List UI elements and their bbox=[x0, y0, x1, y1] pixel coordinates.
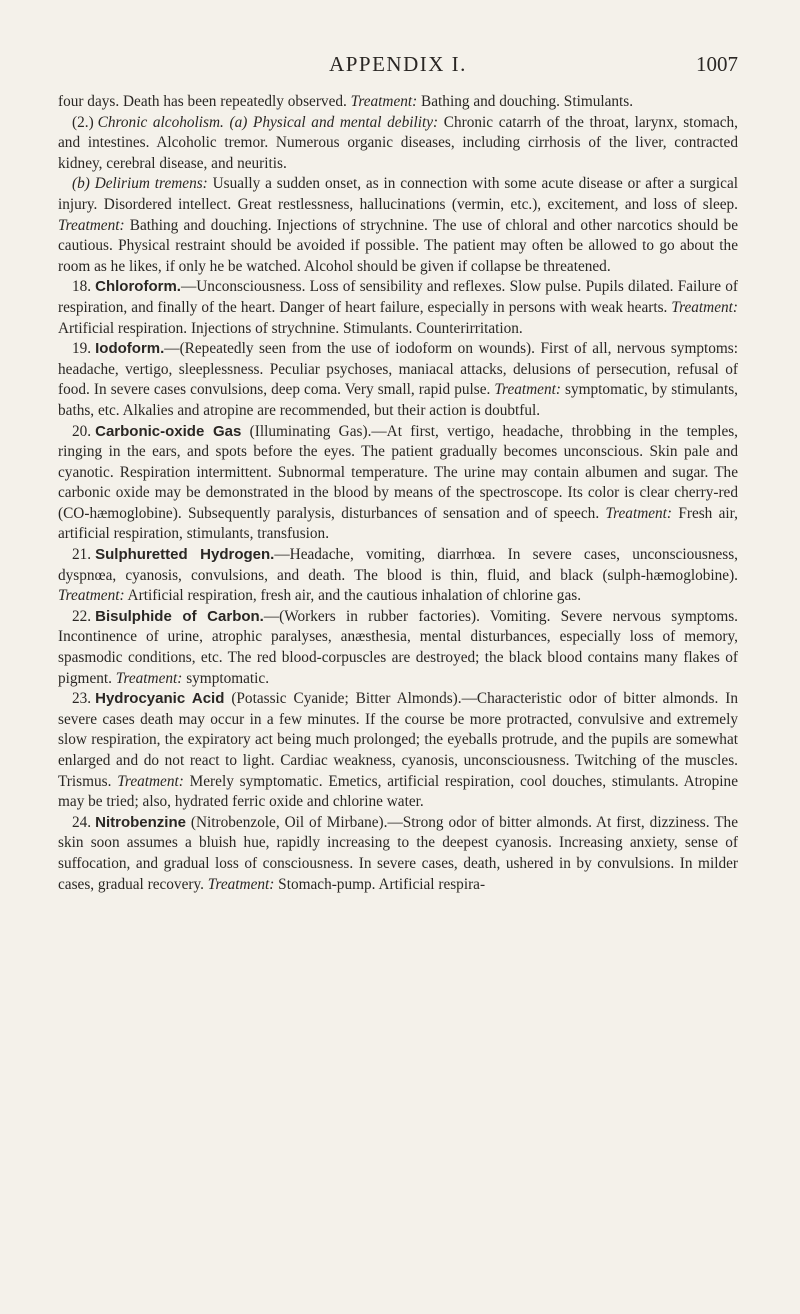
paragraph-text: (Potassic Cyanide; Bitter Almonds).—Characteristic odor of bitter almonds. In severe cases death may occur in a few minutes. If the course be more protracted, convulsive and extremely slow respiration, the expiratory act being much prolonged; the eyeballs protrude, and the pupils are somewhat enlarged and do not react to light. Cardiac weakness, cyanosis, unconsciousness. Twitching of the muscles. Trismus. bbox=[58, 690, 738, 790]
entry-title: Hydrocyanic Acid bbox=[95, 690, 225, 708]
treatment-label: Treatment: bbox=[58, 587, 125, 605]
paragraph-text: Fresh air, artificial respiration, stimulants, transfusion. bbox=[58, 504, 738, 543]
entry-title: Carbonic-oxide Gas bbox=[95, 422, 242, 440]
entry-hydrocyanic-acid bbox=[58, 689, 738, 813]
paragraph-text: —Headache, vomiting, diarrhœa. In severe cases, unconsciousness, dyspnœa, cyanosis, convulsions, and death. The blood is thin, fluid, and black (sulph-hæmoglobine). bbox=[58, 546, 738, 584]
entry-nitrobenzine bbox=[58, 813, 738, 895]
entry-number: (2.) bbox=[72, 113, 94, 131]
treatment-label: Treatment: bbox=[207, 875, 275, 893]
body-text bbox=[58, 92, 738, 895]
entry-title: Bisulphide of Carbon. bbox=[95, 607, 264, 625]
entry-delirium-tremens bbox=[58, 174, 738, 277]
entry-chloroform bbox=[58, 277, 738, 339]
entry-number: 18. bbox=[72, 278, 92, 296]
treatment-label: Treatment: bbox=[494, 381, 561, 399]
paragraph-text: Stomach-pump. Artificial respira- bbox=[274, 875, 486, 893]
paragraph-text: Usually a sudden onset, as in connection with some acute disease or after a surgical injury. Disordered intellect. Great restlessness, hallucinations (vermin, etc.), excitement, and loss of sleep. bbox=[58, 175, 738, 213]
subsection-label: (b) Delirium tremens: bbox=[72, 175, 208, 193]
treatment-label: Treatment: bbox=[117, 772, 184, 790]
entry-bisulphide-of-carbon bbox=[58, 607, 738, 689]
entry-number: 21. bbox=[72, 546, 92, 564]
paragraph-text: (Nitrobenzole, Oil of Mirbane).—Strong odor of bitter almonds. At first, dizziness. The skin soon assumes a bluish hue, rapidly increasing to the deepest cyanosis. Increasing anxiety, sense of suffocation, and gradual loss of consciousness. In severe cases, death, ushered in by convulsions. In milder cases, gradual recovery. bbox=[58, 813, 738, 893]
entry-iodoform bbox=[58, 339, 738, 421]
entry-title: Iodoform. bbox=[95, 340, 165, 358]
paragraph-text: —Unconsciousness. Loss of sensibility and reflexes. Slow pulse. Pupils dilated. Failure of respiration, and finally of the heart. Danger of heart failure, especially in persons with weak hearts. bbox=[58, 278, 738, 316]
paragraph-text: (Illuminating Gas).—At first, vertigo, headache, throbbing in the temples, ringing in the ears, and spots before the eyes. The patient gradually becomes unconscious. Skin pale and cyanotic. Respiration intermittent. Subnormal temperature. The urine may contain albumen and sugar. The carbonic oxide may be demonstrated in the blood by means of the spectroscope. Its color is clear cherry-red (CO-hæmoglobine). Subsequently paralysis, disturbances of sensation and of speech. bbox=[58, 422, 739, 522]
treatment-label: Treatment: bbox=[605, 504, 673, 522]
entry-title: Chloroform. bbox=[95, 278, 181, 296]
treatment-label: Treatment: bbox=[350, 93, 418, 110]
entry-number: 20. bbox=[72, 422, 92, 440]
page-number: 1007 bbox=[696, 52, 738, 76]
treatment-label: Treatment: bbox=[58, 216, 125, 234]
entry-number: 22. bbox=[72, 607, 92, 625]
treatment-label: Treatment: bbox=[671, 298, 738, 316]
page-header bbox=[58, 52, 738, 92]
paragraph-text: Merely symptomatic. Emetics, artificial respiration, cool douches, stimulants. Atropine may be tried; also, hydrated ferric oxide and chlorine water. bbox=[58, 772, 738, 811]
paragraph-continuation bbox=[58, 92, 738, 113]
entry-chronic-alcoholism bbox=[58, 113, 738, 175]
entry-number: 23. bbox=[72, 690, 92, 708]
entry-number: 19. bbox=[72, 340, 92, 358]
subsection-label: (a) Physical and mental debility: bbox=[229, 113, 439, 131]
paragraph-text: Bathing and douching. Injections of strychnine. The use of chloral and other narcotics should be cautious. Physical restraint should be avoided if possible. The patient may often be allowed to go about the room as he likes, if only he be watched. Alcohol should be given if collapse be threatened. bbox=[58, 216, 738, 275]
paragraph-text: four days. Death has been repeatedly observed. bbox=[58, 93, 351, 110]
entry-carbonic-oxide-gas bbox=[58, 422, 738, 546]
paragraph-text: Artificial respiration, fresh air, and the cautious inhalation of chlorine gas. bbox=[124, 587, 582, 605]
paragraph-text: —(Workers in rubber factories). Vomiting. Severe nervous symptoms. Incontinence of urine, atrophic paralyses, anæsthesia, mental disturbances, especially loss of memory, spasmodic conditions, etc. The red blood-corpuscles are destroyed; the black blood contains many flakes of pigment. bbox=[58, 607, 738, 687]
paragraph-text: symptomatic, by stimulants, baths, etc. Alkalies and atropine are recommended, but their action is doubtful. bbox=[58, 381, 738, 419]
paragraph-text: Chronic catarrh of the throat, larynx, stomach, and intestines. Alcoholic tremor. Numerous organic diseases, including cirrhosis of the liver, contracted kidney, cerebral disease, and neuritis. bbox=[58, 113, 738, 172]
paragraph-text: Bathing and douching. Stimulants. bbox=[417, 93, 634, 110]
entry-title: Chronic alcoholism. bbox=[97, 113, 224, 131]
entry-number: 24. bbox=[72, 813, 92, 831]
entry-title: Nitrobenzine bbox=[95, 813, 186, 831]
paragraph-text: symptomatic. bbox=[182, 669, 270, 687]
entry-title: Sulphuretted Hydrogen. bbox=[95, 546, 275, 564]
paragraph-text: —(Repeatedly seen from the use of iodoform on wounds). First of all, nervous symptoms: headache, vertigo, sleeplessness. Peculiar psychoses, maniacal attacks, delusions of persecution, refusal of food. In severe cases convulsions, deep coma. Very small, rapid pulse. bbox=[58, 340, 738, 399]
treatment-label: Treatment: bbox=[115, 669, 183, 687]
paragraph-text: Artificial respiration. Injections of strychnine. Stimulants. Counterirritation. bbox=[58, 319, 523, 337]
running-head: APPENDIX I. bbox=[329, 52, 467, 76]
entry-sulphuretted-hydrogen bbox=[58, 545, 738, 607]
